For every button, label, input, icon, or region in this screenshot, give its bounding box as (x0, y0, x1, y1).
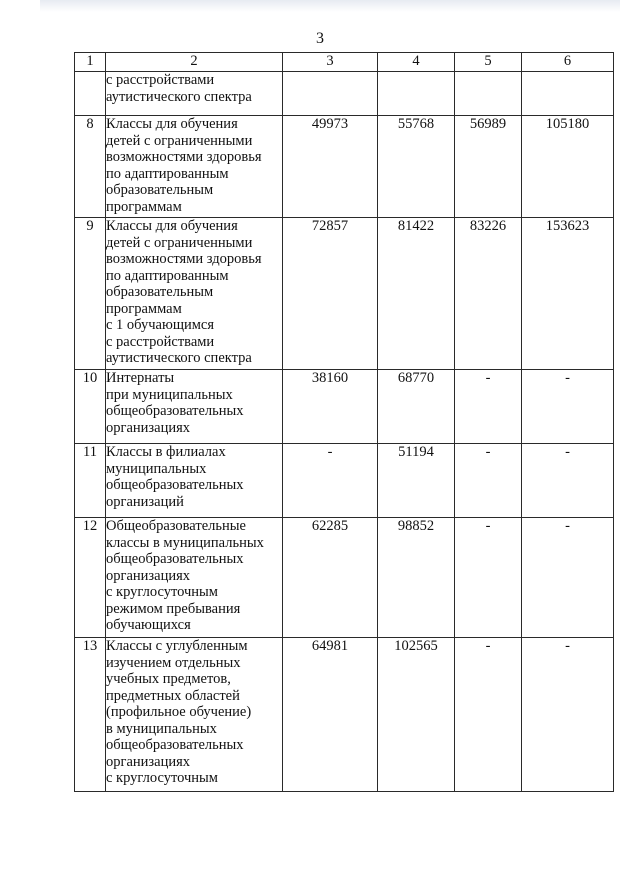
tariff-table (74, 52, 614, 792)
table-header-row (75, 53, 614, 72)
table-row (75, 444, 614, 518)
table-row (75, 218, 614, 370)
cell-col4 (378, 72, 455, 116)
cell-col4: 98852 (378, 518, 455, 638)
cell-col6: - (522, 370, 614, 444)
row-number: 9 (75, 218, 106, 370)
row-name: Классы с углубленным изучением отдельных учебных предметов, предметных областей (профильное обучение) в муниципальных общеобразовательных организациях с круглосуточным (106, 638, 283, 792)
cell-col5: - (455, 370, 522, 444)
row-number: 8 (75, 116, 106, 218)
column-header: 1 (75, 53, 106, 72)
cell-col3: 38160 (283, 370, 378, 444)
cell-col6: - (522, 518, 614, 638)
row-name: Классы для обучения детей с ограниченными возможностями здоровья по адаптированным образовательным программам (106, 116, 283, 218)
cell-col5: - (455, 444, 522, 518)
cell-col6: 105180 (522, 116, 614, 218)
row-number: 10 (75, 370, 106, 444)
cell-col5: 56989 (455, 116, 522, 218)
row-name: Интернаты при муниципальных общеобразовательных организациях (106, 370, 283, 444)
column-header: 5 (455, 53, 522, 72)
cell-col4: 55768 (378, 116, 455, 218)
cell-col6: 153623 (522, 218, 614, 370)
cell-col3: 62285 (283, 518, 378, 638)
cell-col5: - (455, 638, 522, 792)
cell-col4: 68770 (378, 370, 455, 444)
table-row (75, 116, 614, 218)
row-name: Общеобразовательные классы в муниципальных общеобразовательных организациях с круглосуточным режимом пребывания обучающихся (106, 518, 283, 638)
cell-col5 (455, 72, 522, 116)
cell-col5: - (455, 518, 522, 638)
row-number: 12 (75, 518, 106, 638)
cell-col3: 64981 (283, 638, 378, 792)
column-header: 2 (106, 53, 283, 72)
cell-col6: - (522, 444, 614, 518)
cell-col5: 83226 (455, 218, 522, 370)
cell-col6 (522, 72, 614, 116)
table-row (75, 370, 614, 444)
table-row (75, 518, 614, 638)
cell-col3 (283, 72, 378, 116)
cell-col4: 102565 (378, 638, 455, 792)
row-name: с расстройствами аутистического спектра (106, 72, 283, 116)
row-name: Классы для обучения детей с ограниченными возможностями здоровья по адаптированным образовательным программам с 1 обучающимся с расстройствами аутистического спектра (106, 218, 283, 370)
table-row (75, 72, 614, 116)
cell-col6: - (522, 638, 614, 792)
column-header: 3 (283, 53, 378, 72)
cell-col3: 49973 (283, 116, 378, 218)
table-row (75, 638, 614, 792)
row-name: Классы в филиалах муниципальных общеобразовательных организаций (106, 444, 283, 518)
cell-col3: - (283, 444, 378, 518)
cell-col4: 51194 (378, 444, 455, 518)
row-number: 11 (75, 444, 106, 518)
cell-col3: 72857 (283, 218, 378, 370)
row-number (75, 72, 106, 116)
cell-col4: 81422 (378, 218, 455, 370)
column-header: 4 (378, 53, 455, 72)
scan-shadow (40, 0, 620, 12)
row-number: 13 (75, 638, 106, 792)
page-number: 3 (316, 30, 324, 47)
column-header: 6 (522, 53, 614, 72)
